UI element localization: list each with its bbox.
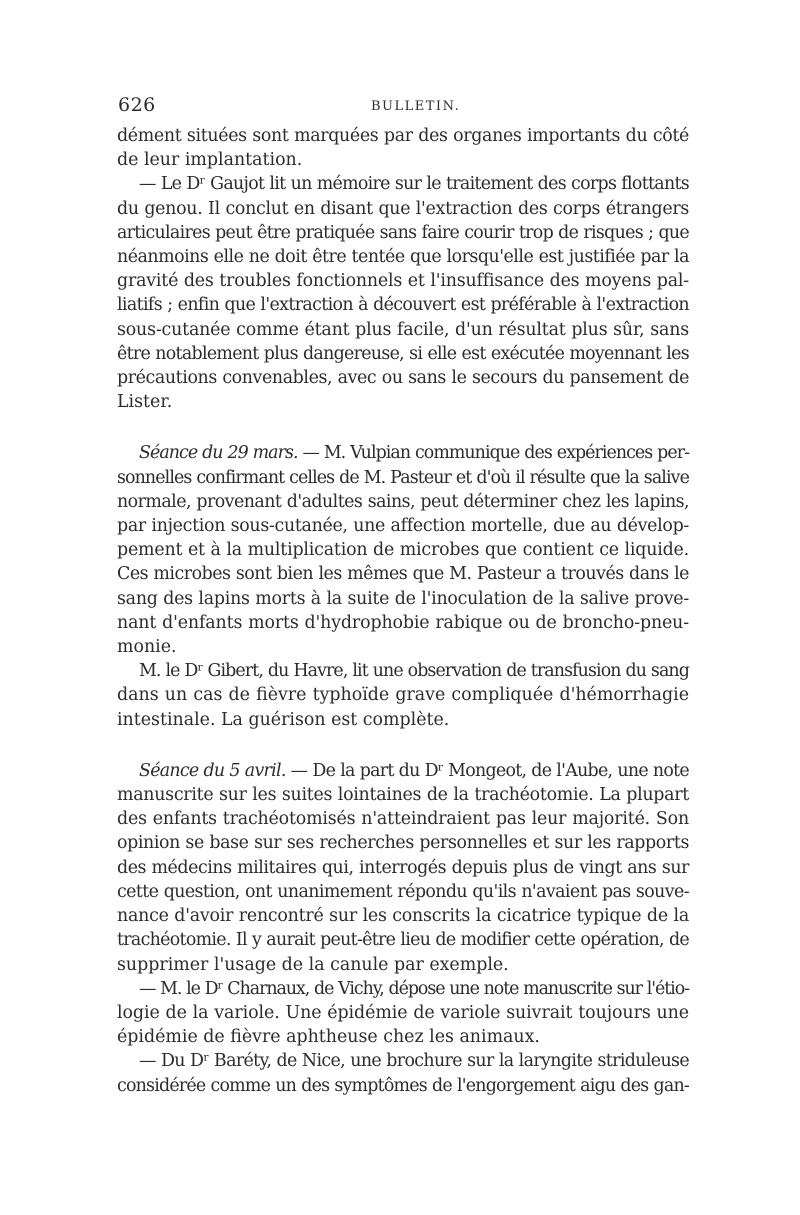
text-line: Ces microbes sont bien les mêmes que M. Pasteur a trouvés dans le — [117, 564, 689, 585]
paragraph-gibert — [117, 659, 689, 732]
text-line: opinion se base sur ses recherches personnelles et sur les rapports — [117, 833, 689, 854]
text-line: intestinale. La guérison est complète. — [117, 709, 450, 730]
text-line: de leur implantation. — [117, 150, 303, 171]
text-line: dans un cas de fièvre typhoïde grave compliquée d'hémorrhagie — [117, 685, 689, 706]
text-line: monie. — [117, 637, 177, 658]
line-text: — M. Vulpian communique des expériences per- — [297, 443, 690, 464]
paragraph-seance-29-mars — [117, 441, 689, 659]
paragraph-continuation — [117, 124, 689, 172]
text-line: des enfants trachéotomisés n'atteindraient pas leur majorité. Son — [117, 809, 689, 830]
text-line: sang des lapins morts à la suite de l'inoculation de la salive prove- — [117, 588, 689, 609]
page-number: 626 — [118, 94, 156, 116]
text-line: dément situées sont marquées par des organes importants du côté — [117, 126, 689, 146]
text-line: M. le Dʳ Gibert, du Havre, lit une observation de transfusion du sang — [139, 661, 689, 682]
text-line: trachéotomie. Il y aurait peut-être lieu de modifier cette opération, de — [117, 930, 689, 951]
session-heading: Séance du 29 mars. — [139, 443, 298, 464]
text-line: articulaires peut être pratiquée sans faire courir trop de risques ; que — [117, 222, 689, 243]
section-gap — [117, 414, 689, 441]
text-line: liatifs ; enfin que l'extraction à découvert est préférable à l'extraction — [117, 295, 689, 316]
text-line: — Du Dʳ Baréty, de Nice, une brochure sur la laryngite striduleuse — [139, 1051, 689, 1072]
text-line: pement et à la multiplication de microbes que contient ce liquide. — [117, 540, 689, 561]
text-line: — M. le Dʳ Charnaux, de Vichy, dépose une note manuscrite sur l'étio- — [139, 978, 689, 999]
text-line: épidémie de fièvre aphtheuse chez les animaux. — [117, 1027, 540, 1048]
text-line: logie de la variole. Une épidémie de variole suivrait toujours une — [117, 1002, 689, 1023]
text-line: manuscrite sur les suites lointaines de la trachéotomie. La plupart — [117, 785, 689, 806]
text-line — [117, 759, 689, 783]
text-line: sous-cutanée comme étant plus facile, d'un résultat plus sûr, sans — [117, 319, 689, 340]
text-line: précautions convenables, avec ou sans le secours du pansement de — [117, 368, 689, 389]
text-line: sonnelles confirmant celles de M. Pasteur et d'où il résulte que la salive — [117, 467, 689, 488]
session-heading: Séance du 5 avril. — [139, 760, 286, 781]
text-line: supprimer l'usage de la canule par exemple. — [117, 954, 509, 975]
section-gap — [117, 732, 689, 759]
paragraph-charnaux — [117, 977, 689, 1050]
text-line: — Le Dʳ Gaujot lit un mémoire sur le traitement des corps flottants — [139, 174, 689, 195]
text-line: néanmoins elle ne doit être tentée que lorsqu'elle est justifiée par la — [117, 247, 689, 268]
paragraph-seance-5-avril — [117, 759, 689, 977]
book-page — [117, 94, 689, 1098]
paragraph-gaujot — [117, 172, 689, 414]
text-line: des médecins militaires qui, interrogés depuis plus de vingt ans sur — [117, 857, 689, 878]
text-line: gravité des troubles fonctionnels et l'insuffisance des moyens pal- — [117, 271, 689, 292]
text-line — [117, 441, 689, 465]
text-line: nance d'avoir rencontré sur les conscrits la cicatrice typique de la — [117, 906, 689, 927]
text-line: du genou. Il conclut en disant que l'extraction des corps étrangers — [117, 198, 689, 219]
running-head — [117, 94, 689, 124]
text-line: Lister. — [117, 392, 173, 413]
paragraph-barety — [117, 1049, 689, 1097]
text-line: normale, provenant d'adultes sains, peut déterminer chez les lapins, — [117, 491, 689, 512]
text-line: être notablement plus dangereuse, si elle est exécutée moyennant les — [117, 343, 689, 364]
text-line: cette question, ont unanimement répondu qu'ils n'avaient pas souve- — [117, 881, 689, 902]
line-text: — De la part du Dʳ Mongeot, de l'Aube, une note — [285, 760, 690, 781]
text-line: considérée comme un des symptômes de l'engorgement aigu des gan- — [117, 1075, 689, 1096]
text-line: nant d'enfants morts d'hydrophobie rabique ou de broncho-pneu- — [117, 612, 689, 633]
text-line: par injection sous-cutanée, une affection mortelle, due au dévelop- — [117, 516, 689, 537]
running-title: BULLETIN. — [371, 99, 461, 114]
